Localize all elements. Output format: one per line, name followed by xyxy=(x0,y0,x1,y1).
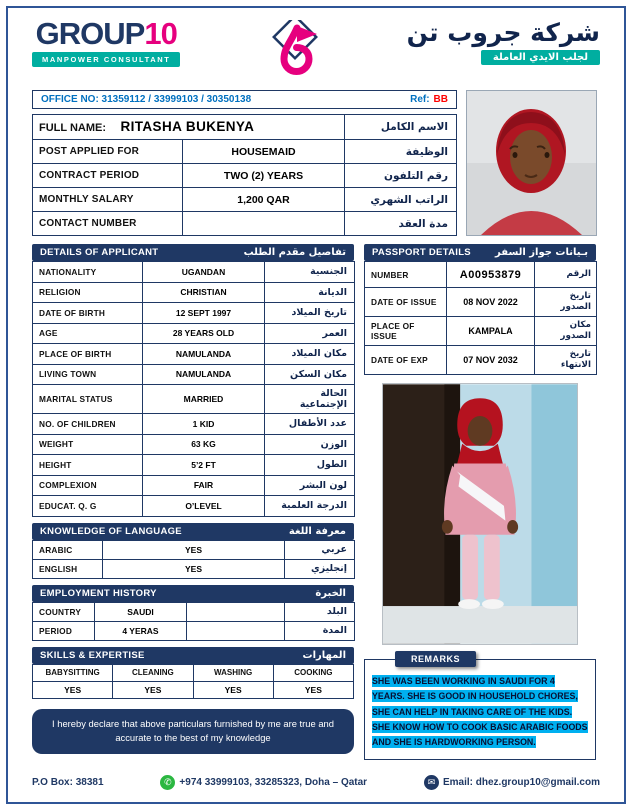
remarks-text xyxy=(372,674,588,751)
field-label: DATE OF ISSUE xyxy=(365,288,447,317)
page-content xyxy=(8,8,624,802)
field-label: NUMBER xyxy=(365,262,447,288)
section-title: PASSPORT DETAILS xyxy=(372,247,471,258)
section-title-ar: الخبرة xyxy=(315,587,346,599)
field-value: 1,200 QAR xyxy=(183,188,345,212)
footer xyxy=(32,775,600,790)
table-row xyxy=(33,455,355,476)
skill-value: YES xyxy=(193,681,273,698)
skills-table xyxy=(32,664,354,699)
top-section xyxy=(32,90,600,236)
right-column xyxy=(364,244,596,760)
footer-email-block xyxy=(424,775,600,790)
field-value: TWO (2) YEARS xyxy=(183,164,345,188)
table-row xyxy=(33,282,355,303)
field-value: YES xyxy=(103,540,285,559)
portrait-photo-graphic xyxy=(467,91,596,235)
declaration-box: I hereby declare that above particulars furnished by me are true and accurate to the best of my knowledge xyxy=(32,709,354,754)
employment-table xyxy=(32,602,355,641)
field-label: WEIGHT xyxy=(33,434,143,455)
skill-column: COOKING xyxy=(273,664,353,681)
table-row xyxy=(33,621,355,640)
field-label: CONTRACT PERIOD xyxy=(33,164,183,188)
table-row xyxy=(365,288,597,317)
field-label: EDUCAT. Q. G xyxy=(33,496,143,517)
top-left xyxy=(32,90,457,236)
table-row xyxy=(365,345,597,374)
skill-column: CLEANING xyxy=(113,664,193,681)
field-label: COUNTRY xyxy=(33,602,95,621)
field-label-ar: الطول xyxy=(265,455,355,476)
table-row xyxy=(33,164,457,188)
skill-value: YES xyxy=(273,681,353,698)
skill-column: WASHING xyxy=(193,664,273,681)
section-title: KNOWLEDGE OF LANGUAGE xyxy=(40,525,182,537)
applicant-full-body-photo xyxy=(382,383,578,645)
field-value: NAMULANDA xyxy=(143,364,265,385)
table-row xyxy=(33,364,355,385)
table-row xyxy=(33,664,354,681)
ref-block xyxy=(410,94,448,105)
field-value: 12 SEPT 1997 xyxy=(143,303,265,324)
skill-value: YES xyxy=(113,681,193,698)
field-label-ar: العمر xyxy=(265,323,355,344)
field-label-ar: الرقم xyxy=(535,262,597,288)
field-value: FAIR xyxy=(143,475,265,496)
field-value xyxy=(183,212,345,236)
header xyxy=(32,18,600,84)
field-label: COMPLEXION xyxy=(33,475,143,496)
field-label: CONTACT NUMBER xyxy=(33,212,183,236)
table-row xyxy=(33,475,355,496)
remarks-text-highlight: SHE WAS BEEN WORKING IN SAUDI FOR 4 YEARS. SHE IS GOOD IN HOUSEHOLD CHORES, SHE CAN HELP IN TAKING CARE OF THE KIDS. SHE KNOW HOW TO COOK BASIC ARABIC FOODS AND SHE IS HARDWORKING PERSON. xyxy=(372,675,588,748)
field-label-ar: عربي xyxy=(285,540,355,559)
field-label: HEIGHT xyxy=(33,455,143,476)
field-label-ar: الديانة xyxy=(265,282,355,303)
field-label-ar: تاريخ الصدور xyxy=(535,288,597,317)
field-label: MARITAL STATUS xyxy=(33,385,143,414)
po-box: P.O Box: 38381 xyxy=(32,777,104,788)
field-label: PLACE OF BIRTH xyxy=(33,344,143,365)
field-value: 63 KG xyxy=(143,434,265,455)
field-value: MARRIED xyxy=(143,385,265,414)
field-label-ar: رقم التلفون xyxy=(345,164,457,188)
section-title-ar: بـيانات جواز السفر xyxy=(495,247,588,258)
section-header-skills xyxy=(32,647,354,664)
field-label-ar: لون البشر xyxy=(265,475,355,496)
field-value: 4 YERAS xyxy=(95,621,187,640)
field-label: LIVING TOWN xyxy=(33,364,143,385)
company-name-arabic: شركة جروب تن xyxy=(406,18,600,47)
remarks-title: REMARKS xyxy=(395,651,476,667)
email-icon: ✉ xyxy=(424,775,439,790)
field-label-ar: تاريخ الانتهاء xyxy=(535,345,597,374)
details-table xyxy=(32,261,355,517)
field-label: NATIONALITY xyxy=(33,262,143,283)
field-value: 07 NOV 2032 xyxy=(447,345,535,374)
skill-value: YES xyxy=(33,681,113,698)
applicant-portrait-photo xyxy=(466,90,597,236)
table-row xyxy=(33,323,355,344)
section-header-employment xyxy=(32,585,354,602)
brand-10-text: 10 xyxy=(144,16,177,51)
field-value: O’LEVEL xyxy=(143,496,265,517)
field-label-ar: الوزن xyxy=(265,434,355,455)
company-logo-icon xyxy=(257,20,331,82)
brand-tagline: MANPOWER CONSULTANT xyxy=(32,52,180,67)
table-row xyxy=(33,385,355,414)
remarks-box xyxy=(364,653,596,760)
brand-logo-text xyxy=(36,18,177,49)
section-title-ar: معرفة اللغة xyxy=(288,525,346,537)
section-header-language xyxy=(32,523,354,540)
table-row xyxy=(33,188,457,212)
section-title-ar: تفاصيل مقدم الطلب xyxy=(243,247,346,258)
section-title: DETAILS OF APPLICANT xyxy=(40,247,159,258)
table-row xyxy=(33,303,355,324)
brand-block xyxy=(32,18,180,67)
field-label: MONTHLY SALARY xyxy=(33,188,183,212)
field-label: DATE OF BIRTH xyxy=(33,303,143,324)
field-label-ar: الحالة الإجتماعية xyxy=(265,385,355,414)
table-row xyxy=(33,602,355,621)
field-value: YES xyxy=(103,559,285,578)
applicant-summary-table xyxy=(32,114,457,236)
field-value: 08 NOV 2022 xyxy=(447,288,535,317)
left-column xyxy=(32,244,354,754)
field-label-ar: الراتب الشهري xyxy=(345,188,457,212)
full-name-cell xyxy=(33,115,345,140)
language-table xyxy=(32,540,355,579)
field-label-ar: مكان الصدور xyxy=(535,316,597,345)
field-value: SAUDI xyxy=(95,602,187,621)
field-label: AGE xyxy=(33,323,143,344)
field-value: HOUSEMAID xyxy=(183,140,345,164)
office-bar xyxy=(32,90,457,109)
field-label-ar: مدة العقد xyxy=(345,212,457,236)
field-value: UGANDAN xyxy=(143,262,265,283)
footer-email: Email: dhez.group10@gmail.com xyxy=(442,777,600,788)
field-label-ar: الجنسية xyxy=(265,262,355,283)
field-label-ar: عدد الأطفال xyxy=(265,414,355,435)
office-numbers: OFFICE NO: 31359112 / 33999103 / 30350138 xyxy=(41,94,252,105)
table-row xyxy=(33,540,355,559)
field-label-ar: تاريخ الميلاد xyxy=(265,303,355,324)
table-row xyxy=(33,496,355,517)
table-row xyxy=(33,115,457,140)
table-row xyxy=(33,212,457,236)
whatsapp-icon: ✆ xyxy=(160,775,175,790)
table-row xyxy=(33,140,457,164)
field-value: 5’2 FT xyxy=(143,455,265,476)
empty-cell xyxy=(187,621,285,640)
section-title: EMPLOYMENT HISTORY xyxy=(40,587,157,599)
columns xyxy=(32,244,600,760)
skill-column: BABYSITTING xyxy=(33,664,113,681)
table-row xyxy=(33,681,354,698)
ref-value: BB xyxy=(433,94,448,105)
field-value: KAMPALA xyxy=(447,316,535,345)
company-logo xyxy=(257,20,331,87)
table-row xyxy=(365,316,597,345)
field-label-ar: إنجليزي xyxy=(285,559,355,578)
field-label: PERIOD xyxy=(33,621,95,640)
section-header-passport xyxy=(364,244,596,261)
table-row xyxy=(33,414,355,435)
field-value: CHRISTIAN xyxy=(143,282,265,303)
field-label-ar: مكان السكن xyxy=(265,364,355,385)
full-name-value: RITASHA BUKENYA xyxy=(120,119,255,134)
full-name-label-ar: الاسم الكامل xyxy=(345,115,457,140)
footer-phone: +974 33999103, 33285323, Doha – Qatar xyxy=(179,777,368,788)
table-row xyxy=(365,262,597,288)
brand-group-text: GROUP xyxy=(35,16,145,51)
passport-table xyxy=(364,261,597,375)
empty-cell xyxy=(187,602,285,621)
section-title-ar: المهارات xyxy=(302,649,346,661)
field-label: NO. OF CHILDREN xyxy=(33,414,143,435)
field-label-ar: مكان الميلاد xyxy=(265,344,355,365)
section-title: SKILLS & EXPERTISE xyxy=(40,649,145,661)
ref-label: Ref: xyxy=(410,94,430,105)
company-name-arabic-block xyxy=(407,18,600,65)
table-row xyxy=(33,262,355,283)
field-label-ar: البلد xyxy=(285,602,355,621)
table-row xyxy=(33,559,355,578)
footer-phone-block xyxy=(160,775,367,790)
field-value: 28 YEARS OLD xyxy=(143,323,265,344)
table-row xyxy=(33,434,355,455)
field-label: ARABIC xyxy=(33,540,103,559)
passport-number: A00953879 xyxy=(447,262,535,288)
field-label: DATE OF EXP xyxy=(365,345,447,374)
field-label-ar: الدرجة العلمية xyxy=(265,496,355,517)
field-value: NAMULANDA xyxy=(143,344,265,365)
company-tagline-arabic: لجلب الايدي العاملة xyxy=(481,50,600,65)
field-label: RELIGION xyxy=(33,282,143,303)
field-label-ar: الوظيفة xyxy=(345,140,457,164)
full-name-label: FULL NAME: xyxy=(39,122,107,134)
section-header-details xyxy=(32,244,354,261)
field-label: PLACE OF ISSUE xyxy=(365,316,447,345)
field-label-ar: المدة xyxy=(285,621,355,640)
field-value: 1 KID xyxy=(143,414,265,435)
field-label: ENGLISH xyxy=(33,559,103,578)
table-row xyxy=(33,344,355,365)
field-label: POST APPLIED FOR xyxy=(33,140,183,164)
